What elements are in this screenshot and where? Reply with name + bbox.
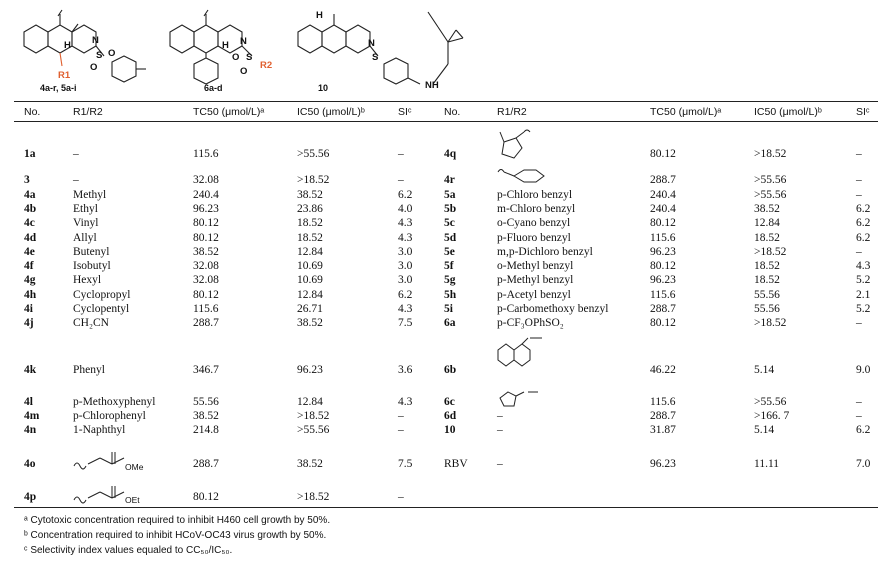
- row-si: 6.2: [856, 424, 871, 436]
- row-tc50: 31.87: [650, 424, 676, 436]
- compound-label-6a-d: 6a-d: [204, 83, 223, 93]
- row-tc50: 115.6: [193, 148, 219, 160]
- row-r: Butenyl: [73, 246, 110, 258]
- row-tc50: 115.6: [650, 232, 676, 244]
- row-ic50: 5.14: [754, 364, 775, 376]
- row-tc50: 115.6: [650, 289, 676, 301]
- o-atom-label-2: O: [90, 62, 98, 73]
- row-r: Ethyl: [73, 203, 98, 215]
- h-atom-label: H: [222, 40, 229, 51]
- row-ic50: 55.56: [754, 303, 780, 315]
- row-r: –: [73, 148, 79, 160]
- row-r: CH₂CN: [73, 317, 109, 329]
- row-no: 5g: [444, 274, 456, 286]
- row-ic50: >55.56: [297, 424, 330, 436]
- row-si: –: [856, 317, 862, 329]
- row-ic50: 18.52: [297, 217, 323, 229]
- row-ic50: 96.23: [297, 364, 323, 376]
- row-r: p-Fluoro benzyl: [497, 232, 571, 244]
- row-si: 4.3: [398, 217, 413, 229]
- row-ic50: 12.84: [297, 289, 323, 301]
- row-si: 6.2: [856, 232, 871, 244]
- row-ic50: >18.52: [754, 246, 787, 258]
- row-no: 4d: [24, 232, 37, 244]
- header-r: R1/R2: [73, 106, 103, 118]
- row-r: Hexyl: [73, 274, 102, 286]
- header-ic50: IC50 (μmol/L)ᵇ: [297, 106, 365, 118]
- header-no-right: No.: [444, 106, 461, 118]
- row-r: p-Methoxyphenyl: [73, 396, 156, 408]
- header-si-right: SIᶜ: [856, 106, 870, 118]
- row-tc50: 115.6: [193, 303, 219, 315]
- row-ic50: >18.52: [297, 491, 330, 503]
- n-atom-label: N: [368, 38, 375, 49]
- row-ic50: >18.52: [754, 317, 787, 329]
- row-r: –: [497, 458, 503, 470]
- row-r: Cyclopropyl: [73, 289, 131, 301]
- row-r: p-CF₃OPhSO₂: [497, 317, 564, 329]
- row-si: –: [398, 174, 404, 186]
- row-tc50: 55.56: [193, 396, 219, 408]
- row-ic50: 12.84: [297, 246, 323, 258]
- header-r-right: R1/R2: [497, 106, 527, 118]
- row-si: –: [398, 491, 404, 503]
- row-si: 4.3: [398, 303, 413, 315]
- row-no: 4p: [24, 491, 37, 503]
- row-si: –: [398, 424, 404, 436]
- row-no: 4i: [24, 303, 33, 315]
- row-no: 4r: [444, 174, 455, 186]
- row-r: Phenyl: [73, 364, 105, 376]
- oet-label: OEt: [125, 495, 140, 505]
- row-si: –: [856, 396, 862, 408]
- row-si: 6.2: [398, 289, 413, 301]
- row-tc50: 240.4: [193, 189, 219, 201]
- row-tc50: 38.52: [193, 246, 219, 258]
- row-ic50: >18.52: [754, 148, 787, 160]
- row-ic50: >55.56: [754, 396, 787, 408]
- row-r: 1-Naphthyl: [73, 424, 126, 436]
- row-ic50: >18.52: [297, 410, 330, 422]
- row-tc50: 96.23: [650, 274, 676, 286]
- row-no: 6d: [444, 410, 457, 422]
- row-r: p-Chlorophenyl: [73, 410, 146, 422]
- header-no: No.: [24, 106, 41, 118]
- footnote-a: ᵃ Cytotoxic concentration required to inhibit H460 cell growth by 50%.: [24, 515, 331, 526]
- row-tc50: 288.7: [193, 317, 219, 329]
- row-tc50: 32.08: [193, 260, 219, 272]
- row-ic50: 23.86: [297, 203, 323, 215]
- row-ic50: 5.14: [754, 424, 775, 436]
- row-si: 7.5: [398, 458, 413, 470]
- row-tc50: 240.4: [650, 203, 676, 215]
- row-no: 10: [444, 424, 456, 436]
- row-tc50: 80.12: [650, 148, 676, 160]
- o-atom-label: O: [232, 52, 240, 63]
- table-top-rule: [14, 101, 878, 102]
- row-ic50: 18.52: [754, 274, 780, 286]
- row-si: –: [398, 148, 404, 160]
- row-no: 4m: [24, 410, 40, 422]
- row-no: 4e: [24, 246, 35, 258]
- row-tc50: 115.6: [650, 396, 676, 408]
- row-ic50: 38.52: [754, 203, 780, 215]
- row-r: –: [497, 424, 503, 436]
- row-si: 4.3: [856, 260, 871, 272]
- nh-label: NH: [425, 80, 439, 91]
- row-si: –: [856, 174, 862, 186]
- row-tc50: 240.4: [650, 189, 676, 201]
- row-ic50: 26.71: [297, 303, 323, 315]
- s-atom-label: S: [96, 50, 103, 61]
- row-tc50: 288.7: [650, 303, 676, 315]
- row-tc50: 32.08: [193, 174, 219, 186]
- row-si: 4.0: [398, 203, 413, 215]
- row-si: 5.2: [856, 274, 871, 286]
- row-no: 4c: [24, 217, 35, 229]
- row-si: 5.2: [856, 303, 871, 315]
- row-r: o-Methyl benzyl: [497, 260, 574, 272]
- row-r: Cyclopentyl: [73, 303, 130, 315]
- row-si: –: [856, 148, 862, 160]
- row-r: p-Carbomethoxy benzyl: [497, 303, 609, 315]
- row-no: 4g: [24, 274, 36, 286]
- row-si: 4.3: [398, 232, 413, 244]
- row-tc50: 96.23: [650, 246, 676, 258]
- row-tc50: 96.23: [650, 458, 676, 470]
- row-ic50: 18.52: [754, 232, 780, 244]
- row-si: 4.3: [398, 396, 413, 408]
- row-r: m,p-Dichloro benzyl: [497, 246, 593, 258]
- row-si: 3.0: [398, 260, 413, 272]
- row-ic50: 11.11: [754, 458, 780, 470]
- s-atom-label: S: [246, 52, 253, 63]
- row-ic50: >55.56: [754, 174, 787, 186]
- table-header-rule: [14, 121, 878, 122]
- row-tc50: 214.8: [193, 424, 219, 436]
- row-no: 5h: [444, 289, 457, 301]
- row-no: 4b: [24, 203, 37, 215]
- row-tc50: 80.12: [650, 217, 676, 229]
- row-no: 5f: [444, 260, 454, 272]
- row-tc50: 32.08: [193, 274, 219, 286]
- row-ic50: 10.69: [297, 260, 323, 272]
- header-ic50-right: IC50 (μmol/L)ᵇ: [754, 106, 822, 118]
- compound-label-4a-r: 4a-r, 5a-i: [40, 83, 77, 93]
- row-tc50: 96.23: [193, 203, 219, 215]
- row-no: 4q: [444, 148, 457, 160]
- row-ic50: 38.52: [297, 458, 323, 470]
- row-no: 4k: [24, 364, 37, 376]
- footnote-b: ᵇ Concentration required to inhibit HCoV-OC43 virus growth by 50%.: [24, 530, 327, 541]
- row-si: 2.1: [856, 289, 871, 301]
- row-no: 4j: [24, 317, 34, 329]
- row-tc50: 288.7: [193, 458, 219, 470]
- n-atom-label: N: [92, 35, 99, 46]
- row-r: o-Cyano benzyl: [497, 217, 571, 229]
- row-si: 6.2: [856, 203, 871, 215]
- row-ic50: 12.84: [297, 396, 323, 408]
- row-no: 5e: [444, 246, 455, 258]
- row-no: 4h: [24, 289, 37, 301]
- header-si: SIᶜ: [398, 106, 412, 118]
- row-r: Methyl: [73, 189, 107, 201]
- row-tc50: 80.12: [193, 289, 219, 301]
- r1-label: R1: [58, 70, 71, 81]
- row-no: RBV: [444, 458, 468, 470]
- row-tc50: 80.12: [650, 260, 676, 272]
- compound-label-10: 10: [318, 83, 329, 93]
- row-r: –: [73, 174, 79, 186]
- row-ic50: 38.52: [297, 317, 323, 329]
- row-tc50: 80.12: [193, 217, 219, 229]
- row-no: 1a: [24, 148, 36, 160]
- h-atom-label: H: [64, 40, 71, 51]
- row-r: p-Chloro benzyl: [497, 189, 573, 201]
- header-tc50: TC50 (μmol/L)ᵃ: [193, 106, 265, 118]
- row-si: –: [856, 246, 862, 258]
- row-si: 6.2: [856, 217, 871, 229]
- ome-label: OMe: [125, 462, 144, 472]
- row-ic50: 18.52: [754, 260, 780, 272]
- row-no: 5d: [444, 232, 457, 244]
- row-r: m-Chloro benzyl: [497, 203, 576, 215]
- row-no: 6a: [444, 317, 456, 329]
- row-r: Vinyl: [73, 217, 99, 229]
- row-si: –: [398, 410, 404, 422]
- row-no: 4a: [24, 189, 36, 201]
- row-no: 5a: [444, 189, 456, 201]
- row-r: Allyl: [73, 232, 97, 244]
- row-ic50: >18.52: [297, 174, 330, 186]
- row-si: 6.2: [398, 189, 413, 201]
- footnote-c: ᶜ Selectivity index values equaled to CC₅₀/IC₅₀.: [24, 545, 233, 556]
- row-si: 3.6: [398, 364, 413, 376]
- row-si: 7.5: [398, 317, 413, 329]
- row-ic50: >166. 7: [754, 410, 790, 422]
- row-ic50: 12.84: [754, 217, 780, 229]
- row-ic50: 55.56: [754, 289, 780, 301]
- row-no: 3: [24, 174, 30, 186]
- header-tc50-right: TC50 (μmol/L)ᵃ: [650, 106, 722, 118]
- row-no: 4l: [24, 396, 33, 408]
- row-tc50: 80.12: [193, 491, 219, 503]
- n-atom-label: N: [240, 36, 247, 47]
- row-ic50: 38.52: [297, 189, 323, 201]
- row-tc50: 80.12: [650, 317, 676, 329]
- row-si: –: [856, 189, 862, 201]
- row-no: 5i: [444, 303, 453, 315]
- row-no: 6c: [444, 396, 455, 408]
- row-ic50: >55.56: [297, 148, 330, 160]
- o-atom-label: O: [108, 48, 116, 59]
- row-r: –: [497, 410, 503, 422]
- row-ic50: 18.52: [297, 232, 323, 244]
- row-tc50: 38.52: [193, 410, 219, 422]
- row-r: p-Acetyl benzyl: [497, 289, 571, 301]
- o-atom-label-2: O: [240, 66, 248, 77]
- row-si: 3.0: [398, 274, 413, 286]
- row-si: –: [856, 410, 862, 422]
- row-tc50: 46.22: [650, 364, 676, 376]
- row-no: 4o: [24, 458, 36, 470]
- row-ic50: >55.56: [754, 189, 787, 201]
- row-no: 5b: [444, 203, 457, 215]
- r2-label: R2: [260, 60, 273, 71]
- row-r: Isobutyl: [73, 260, 111, 272]
- row-si: 9.0: [856, 364, 871, 376]
- row-no: 4n: [24, 424, 37, 436]
- row-no: 5c: [444, 217, 455, 229]
- s-atom-label: S: [372, 52, 379, 63]
- row-si: 7.0: [856, 458, 871, 470]
- row-tc50: 288.7: [650, 174, 676, 186]
- row-no: 6b: [444, 364, 457, 376]
- row-tc50: 346.7: [193, 364, 219, 376]
- row-r: p-Methyl benzyl: [497, 274, 574, 286]
- row-no: 4f: [24, 260, 34, 272]
- h-atom-label: H: [316, 10, 323, 21]
- row-tc50: 288.7: [650, 410, 676, 422]
- row-si: 3.0: [398, 246, 413, 258]
- row-ic50: 10.69: [297, 274, 323, 286]
- row-tc50: 80.12: [193, 232, 219, 244]
